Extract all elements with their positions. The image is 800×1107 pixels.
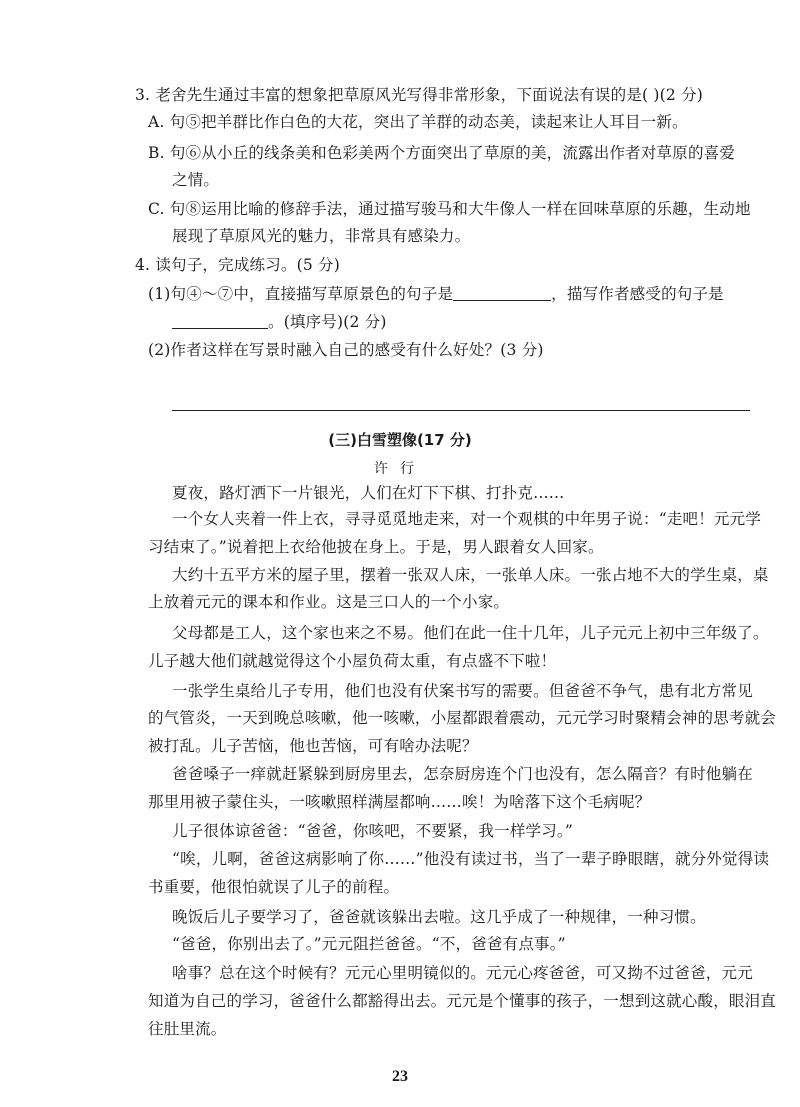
- answer-blank-1[interactable]: [453, 284, 551, 301]
- story-line: 那里用被子蒙住头，一咳嗽照样满屋都响……唉！为啥落下这个毛病呢？: [148, 793, 651, 811]
- story-line: “爸爸，你别出去了。”元元阻拦爸爸。“不，爸爸有点事。”: [172, 935, 566, 953]
- story-line: 大约十五平方米的屋子里，摆着一张双人床，一张单人床。一张占地不大的学生桌，桌: [172, 566, 769, 584]
- story-line: 爸爸嗓子一痒就赶紧躲到厨房里去，怎奈厨房连个门也没有，怎么隔音？有时他躺在: [172, 765, 753, 783]
- q3-option-b: B. 句⑥从小丘的线条美和色彩美两个方面突出了草原的美，流露出作者对草原的喜爱: [148, 144, 736, 162]
- story-line: 的气管炎，一天到晚总咳嗽，他一咳嗽，小屋都跟着震动，元元学习时聚精会神的思考就会: [148, 709, 777, 727]
- story-line: 上放着元元的课本和作业。这是三口人的一个小家。: [148, 593, 510, 611]
- story-line: 儿子越大他们就越觉得这个小屋负荷太重，有点盛不下啦！: [148, 652, 557, 670]
- q3-option-c: C. 句⑧运用比喻的修辞手法，通过描写骏马和大牛像人一样在回味草原的乐趣，生动地: [148, 200, 751, 218]
- section-title: (三)白雪塑像(17 分): [328, 431, 472, 449]
- story-line: 习结束了。”说着把上衣给他披在身上。于是，男人跟着女人回家。: [148, 538, 604, 556]
- q3-stem: 3. 老舍先生通过丰富的想象把草原风光写得非常形象，下面说法有误的是( )(2 分): [135, 86, 704, 104]
- q4-part1: [148, 284, 724, 304]
- page-number: 23: [392, 1068, 408, 1085]
- q4-part1-cont: [172, 312, 387, 332]
- q4-part1-text-c: 。(填序号)(2 分): [268, 313, 387, 331]
- story-line: 往肚里流。: [148, 1020, 227, 1038]
- story-line: 啥事？总在这个时候有？元元心里明镜似的。元元心疼爸爸，可又拗不过爸爸，元元: [172, 964, 753, 982]
- q3-option-c-cont: 展现了草原风光的魅力，非常具有感染力。: [172, 227, 471, 245]
- story-line: 儿子很体谅爸爸：“爸爸，你咳吧，不要紧，我一样学习。”: [172, 822, 573, 840]
- section-divider: [172, 410, 750, 411]
- story-line: 夏夜，路灯洒下一片银光，人们在灯下下棋、打扑克……: [172, 484, 565, 502]
- q4-part1-text-b: ，描写作者感受的句子是: [551, 285, 724, 303]
- story-line: 一张学生桌给儿子专用，他们也没有伏案书写的需要。但爸爸不争气，患有北方常见: [172, 682, 753, 700]
- story-line: 被打乱。儿子苦恼，他也苦恼，可有啥办法呢？: [148, 737, 478, 755]
- story-line: 知道为自己的学习，爸爸什么都豁得出去。元元是个懂事的孩子，一想到这就心酸，眼泪直: [148, 992, 777, 1010]
- q4-part2: (2)作者这样在写景时融入自己的感受有什么好处？(3 分): [148, 341, 544, 359]
- q3-option-b-cont: 之情。: [172, 171, 220, 189]
- story-author: 许行: [374, 461, 426, 477]
- story-line: 书重要，他很怕就误了儿子的前程。: [148, 878, 400, 896]
- story-line: 晚饭后儿子要学习了，爸爸就该躲出去啦。这几乎成了一种规律，一种习惯。: [172, 908, 706, 926]
- q4-stem: 4. 读句子，完成练习。(5 分): [135, 256, 340, 274]
- story-line: 父母都是工人，这个家也来之不易。他们在此一住十几年，儿子元元上初中三年级了。: [172, 624, 769, 642]
- q3-option-a: A. 句⑤把羊群比作白色的大花，突出了羊群的动态美，读起来让人耳目一新。: [148, 113, 688, 131]
- story-line: “唉，儿啊，爸爸这病影响了你……”他没有读过书，当了一辈子睁眼瞎，就分外觉得读: [172, 850, 770, 868]
- q4-part1-text-a: (1)句④～⑦中，直接描写草原景色的句子是: [148, 285, 454, 303]
- story-line: 一个女人夹着一件上衣，寻寻觅觅地走来，对一个观棋的中年男子说：“走吧！元元学: [172, 510, 762, 528]
- answer-blank-2[interactable]: [172, 312, 268, 329]
